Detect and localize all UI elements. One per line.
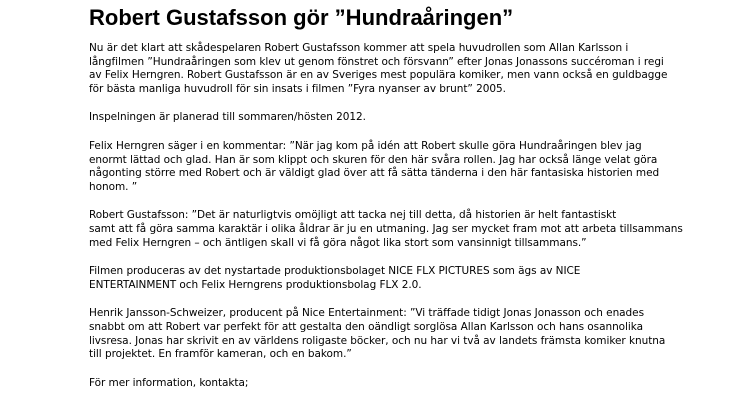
paragraph-actor-quote <box>89 209 729 250</box>
text-line: snabbt om att Robert var perfekt för att gestalta den oändligt sorglösa Allan Karlsson och hans osannolika <box>89 320 644 333</box>
text-line: ENTERTAINMENT och Felix Herngrens produktionsbolag FLX 2.0. <box>89 278 422 291</box>
paragraph-filming-schedule <box>89 111 729 125</box>
text-line: enormt lättad och glad. Han är som klippt och skuren för den här svåra rollen. Jag har också länge velat göra <box>89 153 658 166</box>
text-line: Inspelningen är planerad till sommaren/hösten 2012. <box>89 111 366 124</box>
press-release-document <box>89 0 729 405</box>
text-line: Felix Herngren säger i en kommentar: ”När jag kom på idén att Robert skulle göra Hundraåringen blev jag <box>89 139 642 152</box>
text-line: med Felix Herngren – och äntligen skall vi få göra något lika stort som vansinnigt tillsammans.” <box>89 236 587 249</box>
text-line: Filmen produceras av det nystartade produktionsbolaget NICE FLX PICTURES som ägs av NICE <box>89 265 581 278</box>
text-line: samt att få göra samma karaktär i olika åldrar är ju en utmaning. Jag ser mycket fram mot att arbeta tillsammans <box>89 222 683 235</box>
text-line: honom. ” <box>89 180 138 193</box>
text-line: livsresa. Jonas har skrivit en av världens roligaste böcker, och nu har vi två av landets främsta komiker knutna <box>89 334 666 347</box>
document-title: Robert Gustafsson gör ”Hundraåringen” <box>89 5 514 30</box>
text-line: någonting större med Robert och är väldigt glad över att få sätta tänderna i den här fantasiska historien med <box>89 167 660 180</box>
text-line: långfilmen ”Hundraåringen som klev ut genom fönstret och försvann” efter Jonas Jonassons succéroman i regi <box>89 55 664 68</box>
paragraph-contact <box>89 377 729 391</box>
paragraph-announcement <box>89 42 729 96</box>
paragraph-director-quote <box>89 140 729 194</box>
text-line: För mer information, kontakta; <box>89 376 249 389</box>
text-line: Robert Gustafsson: ”Det är naturligtvis omöjligt att tacka nej till detta, då historien är helt fantastiskt <box>89 209 617 222</box>
paragraph-producer-quote <box>89 307 729 361</box>
text-line: till projektet. En framför kameran, och en bakom.” <box>89 348 352 361</box>
text-line: av Felix Herngren. Robert Gustafsson är en av Sveriges mest populära komiker, men vann också en guldbagge <box>89 69 668 82</box>
paragraph-production-company <box>89 265 729 292</box>
document-body <box>89 42 729 390</box>
text-line: Henrik Jansson-Schweizer, producent på Nice Entertainment: ”Vi träffade tidigt Jonas Jonasson och enades <box>89 307 644 320</box>
text-line: Nu är det klart att skådespelaren Robert Gustafsson kommer att spela huvudrollen som Allan Karlsson i <box>89 42 629 54</box>
text-line: för bästa manliga huvudroll för sin insats i filmen ”Fyra nyanser av brunt” 2005. <box>89 82 506 95</box>
